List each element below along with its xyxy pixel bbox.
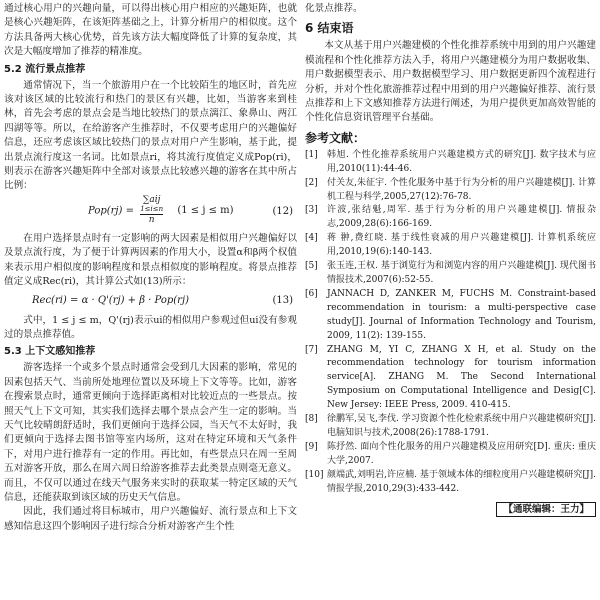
formula-condition: (1 ≤ j ≤ m): [177, 205, 234, 217]
reference-item: [305, 441, 596, 469]
body-paragraph: 游客选择一个或多个景点时通常会受到几大因素的影响，常见的因素包括天气、当前所处地理位置以及环境上下文等等。比如，游客在搜索景点时，通常更倾向于选择距离相对比较近点的一些景点。按照天气上下文可知，其实我们选择去哪个景点会产生一定的影响。当天气比较晴朗舒适时，我们更倾向于选择公园，当天气不太好时，我们更倾向于选择去图书馆等室内场所，这对在特定环境和天气条件下，对用户进行推荐有一定的作用。再比如，有些景点只在周一至周五对游客开放，那么在周六周日给游客推荐去此类景点则毫无意义。而且，不仅可以通过在线天气服务来实时的获取某一特定区域的天气信息，还能获取到该区域的历史天气信息。: [4, 362, 297, 503]
sum-range: 1≤i≤n: [140, 204, 164, 213]
editor-credit: [305, 501, 596, 515]
reference-text: ZHANG M, YI C, ZHANG X H, et al. Study on the recommendation technology for tourism information service[A]. ZHANG M. The Second International Symposium on Computational Intelligence and Desig[C]. New Jersey: IEEE Press, 2009. 410-415.: [327, 344, 596, 411]
reference-text: 付关友,朱征宇. 个性化服务中基于行为分析的用户兴趣建模[J]. 计算机工程与科学,2005,27(12):76-78.: [327, 177, 596, 202]
reference-number: [9]: [305, 441, 318, 452]
equation-number: (13): [272, 294, 293, 306]
reference-number: [8]: [305, 414, 318, 425]
reference-text: 蒋 翀,费红晓. 基于线性衰减的用户兴趣建模[J]. 计算机系统应用,2010,19(6):140-143.: [327, 233, 596, 258]
body-paragraph: 在用户选择景点时有一定影响的两大因素是相似用户兴趣偏好以及景点流行度，为了便于计算两因素的作用大小，设置α和β两个权值来表示用户相似度的影响程度和景点相似度的影响程度。将景点推荐值定义成Rec(ri)，其计算公式如(13)所示：: [4, 232, 297, 288]
reference-number: [3]: [305, 205, 318, 216]
body-paragraph: 化景点推荐。: [305, 3, 363, 14]
reference-number: [6]: [305, 288, 318, 299]
reference-text: 徐鹏军,吴飞,李伐. 学习资源个性化检索系统中用户兴趣建模研究[J]. 电脑知识与技术,2008(26):1788-1791.: [327, 414, 596, 438]
reference-item: [305, 413, 596, 441]
reference-number: [10]: [305, 469, 324, 480]
reference-item: [305, 260, 596, 288]
body-paragraph: 式中，1 ≤ j ≤ m，Q'(rj)表示ui的相似用户参观过但ui没有参观过的景点推荐值。: [4, 314, 297, 340]
section-heading-6: 6 结束语: [305, 21, 354, 36]
reference-item: [305, 469, 596, 497]
right-column: [305, 2, 596, 600]
formula-lhs: Pop(rj) =: [88, 205, 134, 217]
reference-text: 陈抒然. 面向个性化服务的用户兴趣建模及应用研究[D]. 重庆: 重庆大学,2007.: [327, 441, 596, 466]
reference-item: [305, 288, 596, 344]
formula-13: [4, 292, 297, 312]
reference-number: [7]: [305, 344, 318, 355]
body-paragraph: 本文从基于用户兴趣建模的个性化推荐系统中用到的用户兴趣建模流程和个性化推荐方法入手，将用户兴趣建模分为用户数据收集、用户数据模型表示、用户数据模型学习、用户数据更新四个流程进行分析，并对个性化旅游推荐过程中用到的用户兴趣偏好推荐、流行景点推荐和上下文感知推荐方法进行阐述，为用户提供更加高效智能的个性化信息资讯管理平台基础。: [305, 40, 596, 124]
equation-number: (12): [272, 205, 293, 217]
fraction-denominator: n: [148, 214, 155, 225]
reference-number: [1]: [305, 149, 318, 160]
reference-item: [305, 344, 596, 414]
formula-12: [4, 196, 297, 230]
left-column: [4, 2, 297, 600]
formula-body: Rec(ri) = α · Q'(rj) + β · Pop(rj): [32, 294, 189, 306]
reference-item: [305, 204, 596, 232]
reference-text: 韩旭. 个性化推荐系统用户兴趣建模方式的研究[J]. 数字技术与应用,2010(11):44-46.: [327, 149, 596, 174]
reference-text: 张玉连,王权. 基于浏览行为和浏览内容的用户兴趣建模[J]. 现代图书情报技术,2007(6):52-55.: [327, 261, 596, 285]
reference-text: 许波,张结魁,周军. 基于行为分析的用户兴趣建模[J]. 情报杂志,2009,28(6):166-169.: [327, 205, 596, 230]
reference-text: JANNACH D, ZANKER M, FUCHS M. Constraint-based recommendation in tourism: a multi-perspective case study[J]. Journal of Information Technology and Tourism, 2009, 11(2): 139-155.: [327, 288, 596, 341]
fraction-numerator: ∑aij: [142, 194, 161, 205]
reference-number: [4]: [305, 233, 318, 244]
formula-fraction: [140, 196, 163, 226]
body-paragraph: 通常情况下，当一个旅游用户在一个比较陌生的地区时，首先应该对该区域的比较流行和热门的景区有兴趣，比如，当游客来到桂林，首先会考虑的景点会是当地比较热门的景点漓江、象鼻山、两江四湖等等。所以，在给游客产生推荐时，不仅要考虑用户的兴趣偏好信息，还应考虑该区域比较热门的景点对用户产生影响，基于此，提出景点流行度这一名词。比如景点ri，将其流行度值定义成Pop(ri)，则表示在游客兴趣矩阵中全部对该景点比较感兴趣的游客在其中所占比例：: [4, 79, 297, 192]
references-heading: 参考文献：: [305, 130, 366, 145]
reference-list: [305, 149, 596, 497]
section-heading-5-3: 5.3 上下文感知推荐: [4, 346, 96, 358]
reference-item: [305, 177, 596, 205]
reference-item: [305, 232, 596, 260]
reference-number: [5]: [305, 261, 318, 272]
reference-text: 颜端武,刘明岩,许应楠. 基于领域本体的细粒度用户兴趣建模研究[J]. 情报学报,2010,29(3):433-442.: [327, 469, 596, 494]
body-paragraph: 通过核心用户的兴趣向量，可以得出核心用户相应的兴趣矩阵，也就是核心兴趣矩阵，在该矩阵基础之上，计算分析用户的相似度。这个方法具备两大核心优势，首先该方法大幅度降低了计算的复杂度，其次是大幅度增加了推荐的精准度。: [4, 3, 297, 58]
editor-credit-text: 【通联编辑：王力】: [496, 502, 596, 517]
section-heading-5-2: 5.2 流行景点推荐: [4, 63, 86, 75]
reference-number: [2]: [305, 177, 318, 188]
body-paragraph: 因此，我们通过将目标城市，用户兴趣偏好、流行景点和上下文感知信息这四个影响因子进行综合分析对游客产生个性: [4, 506, 297, 532]
reference-item: [305, 149, 596, 177]
